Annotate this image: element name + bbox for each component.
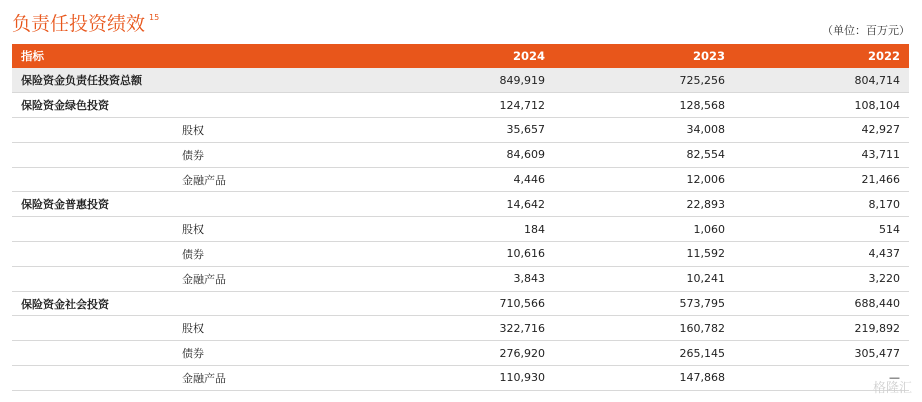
value-2024: 84,609	[506, 148, 545, 162]
row-label: 保险资金绿色投资	[21, 99, 109, 113]
indent-cell	[12, 242, 182, 267]
value-2024: 10,616	[506, 247, 545, 261]
watermark-logo: 格隆汇	[872, 381, 912, 396]
indent-cell	[12, 142, 182, 167]
value-2023: 82,554	[686, 148, 725, 162]
value-2023: 265,145	[679, 346, 725, 360]
row-label: 债券	[182, 347, 204, 361]
value-2022: 305,477	[854, 346, 900, 360]
table-row	[12, 266, 909, 291]
value-2022: 43,711	[861, 148, 900, 162]
table-row	[12, 341, 909, 366]
value-2024: 124,712	[499, 98, 545, 112]
table-row	[12, 192, 909, 217]
table-row	[12, 291, 909, 316]
row-label: 股权	[182, 322, 204, 336]
indent-cell	[12, 118, 182, 143]
value-2024: 35,657	[506, 123, 545, 137]
title-text: 负责任投资绩效	[12, 13, 146, 35]
value-2023: 10,241	[686, 272, 725, 286]
value-2024: 710,566	[499, 297, 545, 311]
table-row	[12, 93, 909, 118]
table-row	[12, 316, 909, 341]
page-title	[12, 9, 159, 36]
value-2023: 1,060	[693, 222, 725, 236]
value-2023: 11,592	[686, 247, 725, 261]
value-2022: 804,714	[854, 73, 900, 87]
value-2023: 725,256	[679, 73, 725, 87]
table-row	[12, 217, 909, 242]
row-label: 保险资金普惠投资	[21, 198, 109, 212]
row-label: 保险资金负责任投资总额	[21, 74, 142, 88]
value-2024: 4,446	[513, 173, 545, 187]
header-2022: 2022	[867, 49, 900, 63]
value-2022: 3,220	[868, 272, 900, 286]
header-2023: 2023	[692, 49, 725, 63]
row-label: 金融产品	[182, 371, 226, 385]
row-label: 金融产品	[182, 272, 226, 286]
value-2024: 276,920	[499, 346, 545, 360]
value-2024: 3,843	[513, 272, 545, 286]
value-2023: 12,006	[686, 173, 725, 187]
table-row	[12, 366, 909, 391]
title-footnote: 15	[149, 13, 160, 22]
table-row	[12, 68, 909, 93]
unit-note: （单位：百万元）	[822, 24, 910, 37]
indent-cell	[12, 366, 182, 391]
value-2024: 849,919	[499, 73, 545, 87]
value-2022: 219,892	[854, 321, 900, 335]
row-label: 股权	[182, 223, 204, 237]
value-2022: 688,440	[854, 297, 900, 311]
table-row	[12, 167, 909, 192]
value-2023: 147,868	[679, 371, 725, 385]
header-indicator: 指标	[21, 49, 44, 63]
indent-cell	[12, 266, 182, 291]
table-row	[12, 118, 909, 143]
row-label: 保险资金社会投资	[21, 297, 109, 311]
row-label: 债券	[182, 247, 204, 261]
indent-cell	[12, 316, 182, 341]
value-2024: 184	[524, 222, 545, 236]
investment-performance-table	[12, 44, 909, 391]
value-2022: 21,466	[861, 173, 900, 187]
row-label: 金融产品	[182, 173, 226, 187]
table-row	[12, 142, 909, 167]
value-2022: 8,170	[868, 197, 900, 211]
value-2023: 22,893	[686, 197, 725, 211]
value-2023: 128,568	[679, 98, 725, 112]
row-label: 股权	[182, 123, 204, 137]
table-header-row	[12, 44, 909, 68]
value-2024: 322,716	[499, 321, 545, 335]
value-2022: 108,104	[854, 98, 900, 112]
row-label: 债券	[182, 148, 204, 162]
value-2023: 160,782	[679, 321, 725, 335]
table-row	[12, 242, 909, 267]
value-2022: —	[889, 371, 900, 385]
value-2022: 4,437	[868, 247, 900, 261]
value-2024: 110,930	[499, 371, 545, 385]
indent-cell	[12, 217, 182, 242]
header-2024: 2024	[512, 49, 545, 63]
value-2023: 34,008	[686, 123, 725, 137]
value-2022: 514	[879, 222, 900, 236]
value-2023: 573,795	[679, 297, 725, 311]
value-2022: 42,927	[861, 123, 900, 137]
value-2024: 14,642	[506, 197, 545, 211]
indent-cell	[12, 341, 182, 366]
indent-cell	[12, 167, 182, 192]
